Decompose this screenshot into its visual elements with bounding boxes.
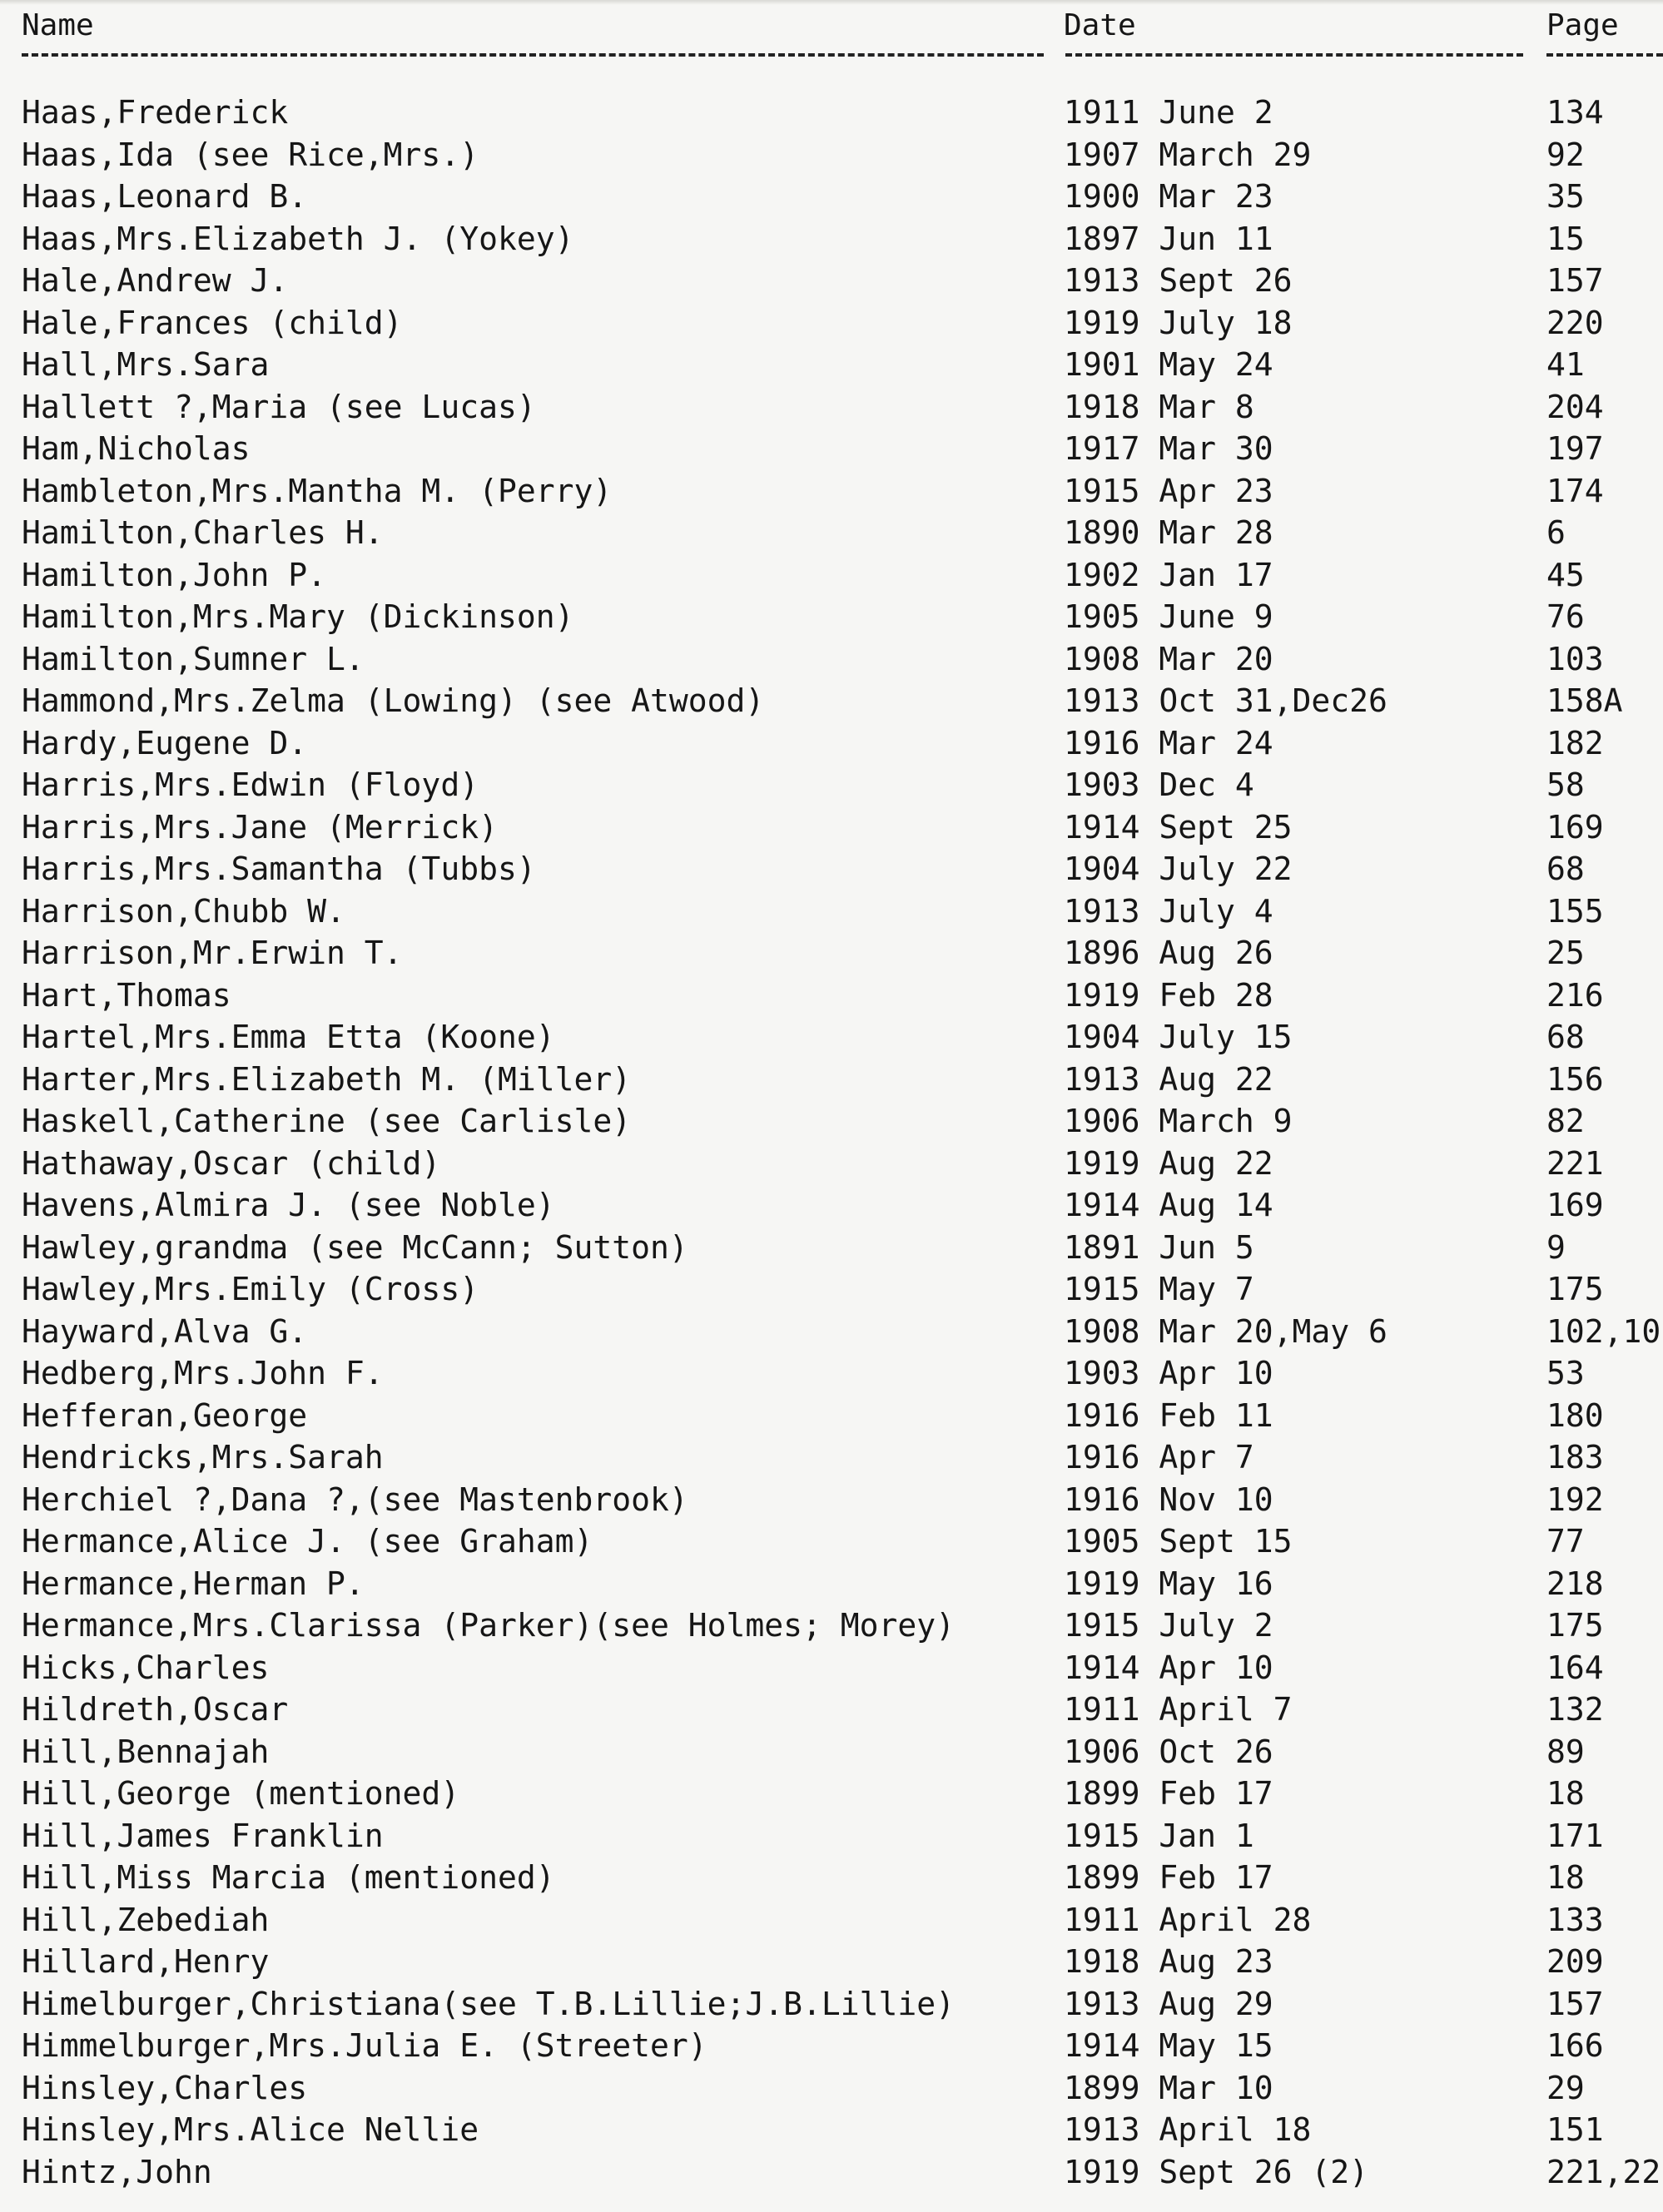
entry-page: 9 (1546, 1228, 1566, 1266)
index-entry-row (0, 1227, 1663, 1269)
index-entry-row (0, 1647, 1663, 1689)
entry-date: 1896 Aug 26 (1064, 935, 1273, 971)
entry-date: 1908 Mar 20 (1064, 640, 1273, 677)
entry-name: Hedberg,Mrs.John F. (22, 1355, 384, 1391)
entry-name: Hinsley,Charles (22, 2069, 308, 2106)
entry-date: 1904 July 15 (1064, 1019, 1293, 1055)
entry-name: Hammond,Mrs.Zelma (Lowing) (see Atwood) (22, 682, 765, 719)
entry-date: 1918 Aug 23 (1064, 1943, 1273, 1980)
entry-name: Hill,Miss Marcia (mentioned) (22, 1859, 555, 1896)
entry-date: 1919 May 16 (1064, 1565, 1273, 1602)
entry-date: 1908 Mar 20,May 6 (1064, 1312, 1387, 1350)
entry-name: Hambleton,Mrs.Mantha M. (Perry) (22, 472, 613, 509)
index-entry-row (0, 428, 1663, 470)
entry-date: 1919 Aug 22 (1064, 1144, 1273, 1182)
entry-page: 175 (1546, 1271, 1604, 1307)
index-entry-row (0, 1100, 1663, 1143)
entry-name: Hill,James Franklin (22, 1817, 384, 1854)
entry-name: Hicks,Charles (22, 1649, 270, 1686)
entry-page: 164 (1546, 1649, 1604, 1686)
index-entry-row (0, 134, 1663, 176)
entry-date: 1915 May 7 (1064, 1271, 1254, 1307)
entry-name: Hamilton,Mrs.Mary (Dickinson) (22, 598, 574, 635)
index-entry-row (0, 1941, 1663, 1983)
entry-page: 221,22 (1546, 2153, 1661, 2190)
entry-page: 6 (1546, 514, 1566, 551)
entry-date: 1900 Mar 23 (1064, 178, 1273, 215)
entry-date: 1918 Mar 8 (1064, 388, 1254, 425)
index-entry-row (0, 470, 1663, 513)
entry-page: 156 (1546, 1060, 1604, 1098)
name-column-header: Name (22, 8, 94, 42)
index-entry-row (0, 1016, 1663, 1059)
entry-name: Haas,Frederick (22, 94, 289, 131)
entry-page: 92 (1546, 136, 1585, 173)
entry-page: 204 (1546, 388, 1604, 425)
entry-name: Harris,Mrs.Edwin (Floyd) (22, 766, 479, 803)
entry-page: 58 (1546, 766, 1585, 803)
entry-page: 155 (1546, 892, 1604, 930)
index-entry-row (0, 386, 1663, 429)
entry-page: 166 (1546, 2027, 1604, 2064)
index-entry-row (0, 1436, 1663, 1479)
index-entry-row (0, 1059, 1663, 1101)
index-entry-row (0, 764, 1663, 806)
entry-date: 1901 May 24 (1064, 346, 1273, 383)
index-entry-row (0, 806, 1663, 849)
entry-page: 221 (1546, 1144, 1604, 1182)
entry-page: 218 (1546, 1565, 1604, 1602)
entry-date: 1913 Aug 22 (1064, 1060, 1273, 1098)
index-entry-row (0, 92, 1663, 134)
entry-name: Ham,Nicholas (22, 430, 251, 467)
entry-page: 102,10 (1546, 1312, 1661, 1350)
entry-date: 1899 Mar 10 (1064, 2069, 1273, 2106)
entry-page: 29 (1546, 2069, 1585, 2106)
index-entry-row (0, 1689, 1663, 1731)
entry-page: 35 (1546, 178, 1585, 215)
entry-page: 53 (1546, 1355, 1585, 1391)
entry-date: 1911 April 28 (1064, 1901, 1312, 1938)
name-column-rule (22, 53, 1044, 68)
index-entry-row (0, 975, 1663, 1017)
entry-date: 1905 Sept 15 (1064, 1523, 1293, 1560)
entry-name: Hermance,Alice J. (see Graham) (22, 1523, 593, 1560)
entry-date: 1913 Aug 29 (1064, 1985, 1273, 2022)
entry-date: 1919 Feb 28 (1064, 976, 1273, 1014)
entry-name: Himmelburger,Mrs.Julia E. (Streeter) (22, 2027, 707, 2064)
entry-page: 192 (1546, 1480, 1604, 1518)
entry-page: 197 (1546, 430, 1604, 467)
entry-name: Harris,Mrs.Jane (Merrick) (22, 808, 498, 846)
entry-page: 183 (1546, 1439, 1604, 1475)
entry-date: 1906 Oct 26 (1064, 1733, 1273, 1770)
entry-name: Hallett ?,Maria (see Lucas) (22, 388, 536, 425)
entry-name: Hinsley,Mrs.Alice Nellie (22, 2111, 479, 2148)
entry-name: Harris,Mrs.Samantha (Tubbs) (22, 851, 536, 887)
entry-page: 209 (1546, 1943, 1604, 1980)
index-entry-row (0, 1352, 1663, 1395)
index-entry-row (0, 176, 1663, 218)
entry-page: 89 (1546, 1733, 1585, 1770)
entry-name: Hale,Frances (child) (22, 304, 403, 341)
index-entry-row (0, 1983, 1663, 2026)
entry-page: 157 (1546, 1985, 1604, 2022)
entry-date: 1916 Nov 10 (1064, 1480, 1273, 1518)
entry-page: 158A (1546, 682, 1623, 719)
entry-page: 169 (1546, 808, 1604, 846)
index-entry-row (0, 1899, 1663, 1942)
index-entry-row (0, 932, 1663, 975)
entry-name: Hillard,Henry (22, 1943, 270, 1980)
entry-date: 1917 Mar 30 (1064, 430, 1273, 467)
index-entry-row (0, 1857, 1663, 1899)
entry-name: Haas,Leonard B. (22, 178, 308, 215)
entry-date: 1904 July 22 (1064, 851, 1293, 887)
entry-name: Hildreth,Oscar (22, 1691, 289, 1728)
entry-date: 1916 Feb 11 (1064, 1396, 1273, 1434)
page-top-edge (0, 0, 1663, 5)
date-column-rule (1065, 53, 1523, 68)
entry-name: Herchiel ?,Dana ?,(see Mastenbrook) (22, 1480, 688, 1518)
entry-name: Hamilton,Sumner L. (22, 640, 365, 677)
entry-page: 157 (1546, 262, 1604, 299)
entry-date: 1914 Sept 25 (1064, 808, 1293, 846)
entry-date: 1915 Apr 23 (1064, 472, 1273, 509)
entry-date: 1907 March 29 (1064, 136, 1312, 173)
entry-name: Hawley,Mrs.Emily (Cross) (22, 1271, 479, 1307)
entry-page: 169 (1546, 1187, 1604, 1223)
entry-name: Haas,Ida (see Rice,Mrs.) (22, 136, 479, 173)
entry-date: 1919 Sept 26 (2) (1064, 2153, 1369, 2190)
index-entry-row (0, 554, 1663, 597)
index-entry-row (0, 1479, 1663, 1521)
entry-page: 41 (1546, 346, 1585, 383)
entry-name: Hamilton,Charles H. (22, 514, 384, 551)
entry-date: 1916 Mar 24 (1064, 724, 1273, 761)
index-entry-row (0, 722, 1663, 765)
entry-name: Himelburger,Christiana(see T.B.Lillie;J.B.Lillie) (22, 1985, 956, 2022)
index-entry-row (0, 680, 1663, 722)
index-entry-row (0, 1143, 1663, 1185)
index-entry-row (0, 1563, 1663, 1605)
entry-name: Hall,Mrs.Sara (22, 346, 270, 383)
entry-date: 1911 April 7 (1064, 1691, 1293, 1728)
entry-page: 68 (1546, 851, 1585, 887)
index-entry-row (0, 2025, 1663, 2067)
entry-date: 1899 Feb 17 (1064, 1775, 1273, 1812)
entry-name: Hayward,Alva G. (22, 1312, 308, 1350)
index-entry-row (0, 1773, 1663, 1815)
entry-date: 1911 June 2 (1064, 94, 1273, 131)
entry-page: 18 (1546, 1775, 1585, 1812)
entry-date: 1899 Feb 17 (1064, 1859, 1273, 1896)
entry-name: Hart,Thomas (22, 976, 231, 1014)
entry-date: 1914 May 15 (1064, 2027, 1273, 2064)
entry-name: Hartel,Mrs.Emma Etta (Koone) (22, 1019, 555, 1055)
index-entry-row (0, 1731, 1663, 1773)
index-entry-row (0, 260, 1663, 302)
index-entry-row (0, 596, 1663, 638)
index-entries (0, 92, 1663, 2193)
index-entry-row (0, 1604, 1663, 1647)
entry-name: Havens,Almira J. (see Noble) (22, 1187, 555, 1223)
index-entry-row (0, 1520, 1663, 1563)
entry-name: Harter,Mrs.Elizabeth M. (Miller) (22, 1060, 632, 1098)
entry-date: 1903 Dec 4 (1064, 766, 1254, 803)
entry-page: 216 (1546, 976, 1604, 1014)
entry-page: 151 (1546, 2111, 1604, 2148)
index-entry-row (0, 1268, 1663, 1311)
index-entry-row (0, 302, 1663, 345)
page-column-rule (1546, 53, 1663, 68)
entry-name: Hawley,grandma (see McCann; Sutton) (22, 1228, 688, 1266)
entry-date: 1906 March 9 (1064, 1103, 1293, 1139)
entry-name: Haas,Mrs.Elizabeth J. (Yokey) (22, 220, 574, 257)
entry-page: 134 (1546, 94, 1604, 131)
entry-name: Hintz,John (22, 2153, 212, 2190)
index-entry-row (0, 1184, 1663, 1227)
entry-date: 1916 Apr 7 (1064, 1439, 1254, 1475)
entry-page: 171 (1546, 1817, 1604, 1854)
entry-page: 25 (1546, 935, 1585, 971)
entry-name: Hermance,Mrs.Clarissa (Parker)(see Holmes; Morey) (22, 1607, 956, 1644)
entry-page: 174 (1546, 472, 1604, 509)
entry-date: 1902 Jan 17 (1064, 556, 1273, 593)
entry-date: 1915 Jan 1 (1064, 1817, 1254, 1854)
index-entry-row (0, 638, 1663, 681)
entry-date: 1915 July 2 (1064, 1607, 1273, 1644)
entry-name: Hill,George (mentioned) (22, 1775, 460, 1812)
entry-date: 1913 April 18 (1064, 2111, 1312, 2148)
date-column-header: Date (1064, 8, 1136, 42)
entry-date: 1919 July 18 (1064, 304, 1293, 341)
entry-page: 103 (1546, 640, 1604, 677)
index-entry-row (0, 2109, 1663, 2151)
entry-page: 77 (1546, 1523, 1585, 1560)
index-entry-row (0, 890, 1663, 933)
entry-name: Hermance,Herman P. (22, 1565, 365, 1602)
entry-page: 15 (1546, 220, 1585, 257)
entry-page: 68 (1546, 1019, 1585, 1055)
entry-page: 180 (1546, 1396, 1604, 1434)
entry-page: 18 (1546, 1859, 1585, 1896)
entry-page: 220 (1546, 304, 1604, 341)
index-entry-row (0, 1815, 1663, 1857)
entry-name: Hardy,Eugene D. (22, 724, 308, 761)
entry-date: 1905 June 9 (1064, 598, 1273, 635)
entry-date: 1903 Apr 10 (1064, 1355, 1273, 1391)
entry-date: 1891 Jun 5 (1064, 1228, 1254, 1266)
entry-date: 1914 Aug 14 (1064, 1187, 1273, 1223)
entry-date: 1890 Mar 28 (1064, 514, 1273, 551)
entry-name: Hendricks,Mrs.Sarah (22, 1439, 384, 1475)
entry-name: Hathaway,Oscar (child) (22, 1144, 441, 1182)
index-entry-row (0, 1311, 1663, 1353)
entry-date: 1913 July 4 (1064, 892, 1273, 930)
entry-name: Hill,Bennajah (22, 1733, 270, 1770)
index-entry-row (0, 2067, 1663, 2110)
column-header-row (0, 7, 1663, 45)
entry-page: 133 (1546, 1901, 1604, 1938)
entry-page: 182 (1546, 724, 1604, 761)
entry-name: Hamilton,John P. (22, 556, 327, 593)
page-column-header: Page (1546, 8, 1619, 42)
entry-page: 76 (1546, 598, 1585, 635)
index-entry-row (0, 2151, 1663, 2194)
entry-name: Hefferan,George (22, 1396, 308, 1434)
index-entry-row (0, 848, 1663, 890)
index-entry-row (0, 512, 1663, 554)
entry-date: 1913 Sept 26 (1064, 262, 1293, 299)
entry-page: 82 (1546, 1103, 1585, 1139)
entry-name: Hale,Andrew J. (22, 262, 289, 299)
entry-page: 132 (1546, 1691, 1604, 1728)
entry-date: 1897 Jun 11 (1064, 220, 1273, 257)
entry-name: Harrison,Mr.Erwin T. (22, 935, 403, 971)
entry-page: 45 (1546, 556, 1585, 593)
entry-name: Harrison,Chubb W. (22, 892, 345, 930)
index-entry-row (0, 1395, 1663, 1437)
entry-page: 175 (1546, 1607, 1604, 1644)
entry-name: Hill,Zebediah (22, 1901, 270, 1938)
entry-date: 1913 Oct 31,Dec26 (1064, 682, 1387, 719)
index-entry-row (0, 218, 1663, 260)
entry-date: 1914 Apr 10 (1064, 1649, 1273, 1686)
entry-name: Haskell,Catherine (see Carlisle) (22, 1103, 632, 1139)
index-entry-row (0, 344, 1663, 386)
